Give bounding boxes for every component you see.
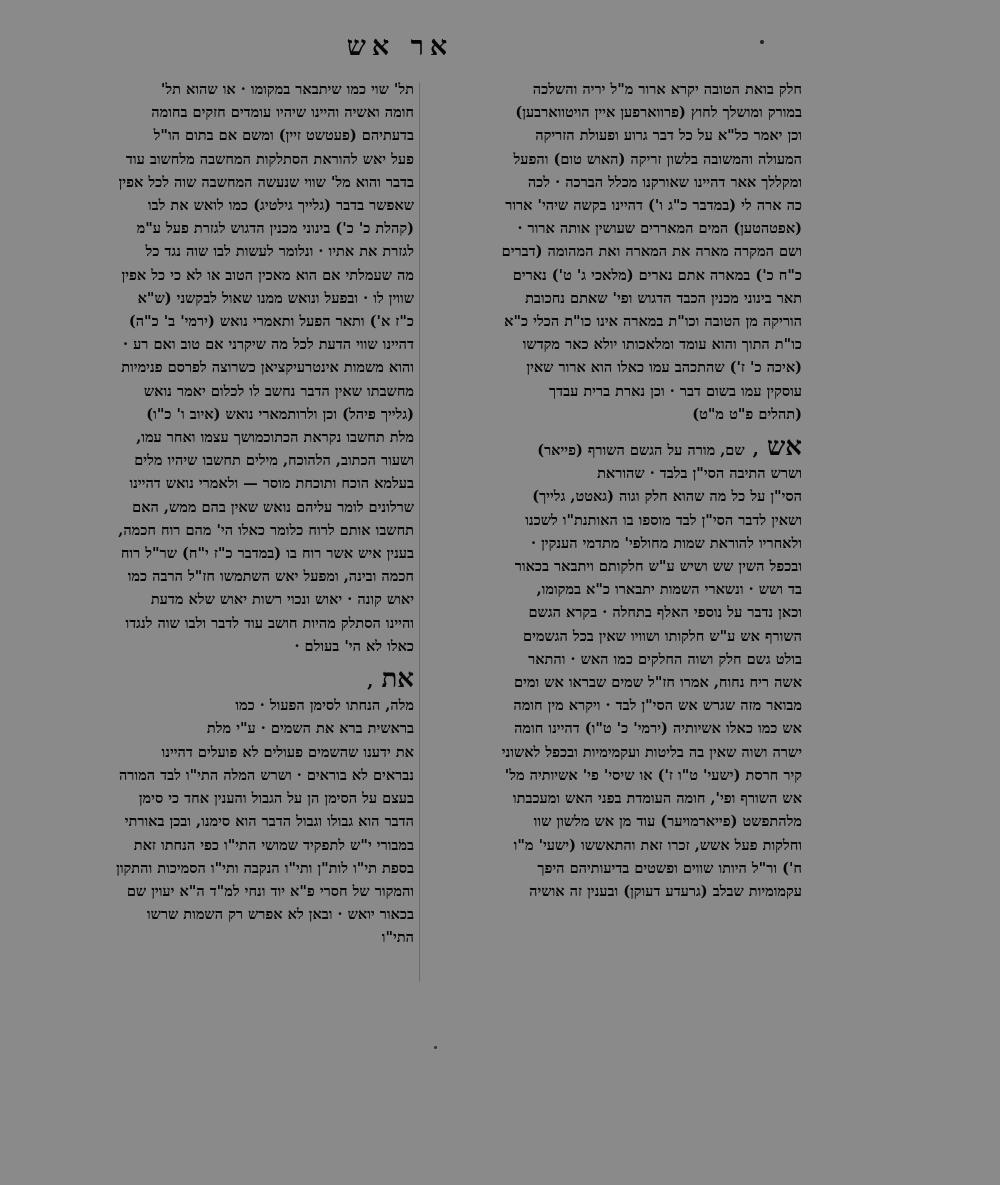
left-column-text-bottom: את ידענו שהשמים פעולים לא פועלים דהיינו נבראים לא בוראים · ושרש המלה התי"ו לבד המורה בעצם על הסימן הן על הגבול והענין אחד כי סימן הדבר הוא גבולו וגבול הדבר הוא סימנו, ובכן באורתי במבורי י"ש לתפקיד שמושי התי"ו כפי הנחתו זאת בספת תי"ו לות"ן ותי"ו הנקבה ותי"ו הסמיכות והתקון והמקור של חסרי פ"א יוד ונחי למ"ד ה"א יעוין שם בכאור יואש · ובאן לא אפרש רק השמות שרשו התי"ו (116, 743, 414, 947)
left-column (18, 78, 414, 1018)
running-head: אר אש (346, 31, 454, 62)
column-divider (419, 82, 420, 982)
right-column (428, 78, 802, 998)
stray-ink-dot (434, 1046, 437, 1049)
entry-separator: , (367, 671, 374, 693)
headword: את (381, 664, 414, 695)
entry-head-et (18, 664, 414, 741)
stray-ink-mark (760, 40, 764, 44)
entry-separator: , (752, 439, 759, 461)
headword: אש (766, 432, 802, 463)
left-column-text-top: תל' שוי כמו שיתבאר במקומו · או שהוא תל' חומה ואשיה והיינו שיהיו עומדים חזקים בחומה בדעתיהם (פעטשט זיין) ומשם אם בתום הו"ל פעל יאש להוראת הסתלקות המחשבה מלחשוב עוד בדבר והוא מל' שווי שנעשה המחשבה שוה לכל אפין שאפשר בדבר (גלייך גילטיג) כמו לואש את לבו (קהלת כ' כ') בינוני מכנין הדגוש לגזרת פעל ע"מ לגזרת את אתיו · ונלומר לעשות לבו שוה נגד כל מה שעמלתי אם הוא מאכין הטוב או לא כי כל אפין שווין לו · ובפעל ונואש ממנו שאול לבקשני (ש"א כ"ז א') ותאר הפעל ותאמרי נואש (ירמי' ב' כ"ה) דהיינו שווי הדעת לכל מה שיקרני אם טוב ואם רע · והוא משמות אינטרעיקציאן כשרוצה לפרסם פנימיות מחשבתו שאין הדבר נחשב לו לכלום יאמר נואש (גלייך פיהל) וכן ולרותמארי נואש (איוב ו' כ"ו) מלת תחשבו נקראת הכתוכמושך עצמו ואחר עמו, ושעור הכתוב, הלהוכח, מילים תחשבו שיהיו מלים בעלמא הוכח ותוכחת מוסר — ולאמרי נואש דהיינו שרלונים לומר עליהם נואש שאין בהם ממש, האם תחשבו אותם לרוח כלומר כאלו הי' מהם רוח חכמה, בענין איש אשר רוח בו (במדבר כ"ז י"ח) שר"ל רוח חכמה ובינה, ומפעל יאש השתמשו חז"ל הרבה כמו יאוש קונה · יאוש ונכוי רשות יאוש שלא מדעת והיינו הסתלק מהיות חושב עוד לדבר ולבו שוה לנגדו כאלו לא הי' בעולם · (118, 81, 414, 655)
entry-head-esh (428, 432, 802, 462)
entry-gloss: שם, מורה על הגשם השורף (פייאר) (537, 442, 745, 460)
right-column-text-top: חלק בואת הטובה יקרא ארור מ"ל יריה והשלכה במורק ומושלך לחוץ (פרווארפען איין הויטווארבען) וכן יאמר כל"א על כל דבר גרוע ופעולת הזריקה המעולה והמשובה בלשון זריקה (האוש טום) והפעל ומקללך אאר דהיינו שאורקנו מכלל הברכה · לכה כה ארה לי (במדבר כ"ג ו') דהיינו בקשה שיהי' ארור (אפטהטען) המים המאררים שעושין אותה ארור · ושם המקרה מארה את המארה ואת המהומה (דברים כ"ח כ') במארה אתם נארים (מלאכי ג' ט') נארים תאר בינוני מכנין הכבד הדגוש ופי' שאתם נחכובת הוריקה מן הטובה וכו"ת במארה אינו כו"ת הכלי כ"א כו"ת התוך והוא עומד ומלאכותו יולא כאר מקדשו (איכה כ' ז') שהתכהב עמו כאלו הוא ארור שאין עוסקין עמו בשום דבר · וכן נארת ברית עבדך (תהלים פ"ט מ"ט) (501, 81, 802, 423)
entry-gloss: מלה, הנחתו לסימן הפעול · כמו בראשית ברא את השמים · ע"י מלת (206, 697, 414, 738)
right-column-text-bottom: ושרש התיבה הסי"ן בלבד · שהוראת הסי"ן על כל מה שהוא חלק וגוה (גאטט, גלייך) ושאין לדבר הסי"ן לבד מוספו בו האותנת"ו לשכנו ולאחריו להוראת שמות מחולפי' מתדמי הענקין · ובכפל השין שש ושיש ע"ש חלקותם ויתבאר בכאור בד ושש · ונשארי השמות יתבארו כ"א במקומו, וכאן נדבר על נוספי האלף בתחלה · בקרא הגשם השורף אש ע"ש חלקותו ושוויו שאין בכל הגשמים בולט גשם חלק ושוה החלקים כמו האש · והתאר אשה ריח נחוח, אמרו חז"ל שמים שבראו אש ומים מבואר מזה שגרש אש הסי"ן לבד · ויקרא מין חומה אש כמו כאלו אשיותיה (ירמי' כ' ט"ו) דהיינו חומה ישרה ושוה שאין בה בליטות ועקמימיות ובכפל לאשוני קיר חרסת (ישעי' ט"ו ז') או שיסי' פי' אשיותיה מל' אש השורף ופי', חומה העומדת בפני האש ומעכבתו מלהתפשט (פייארמויער) עוד מן אש מלשון שוו וחלקות פעל אשש, זכרו זאת והתאששו (ישעי' מ"ו ח') ור"ל היותו שווים ופשטים בדיעותיהם היפך עקמומיות שבלב (גרעדע דעוקן) ובענין זה אושיה (501, 465, 802, 900)
